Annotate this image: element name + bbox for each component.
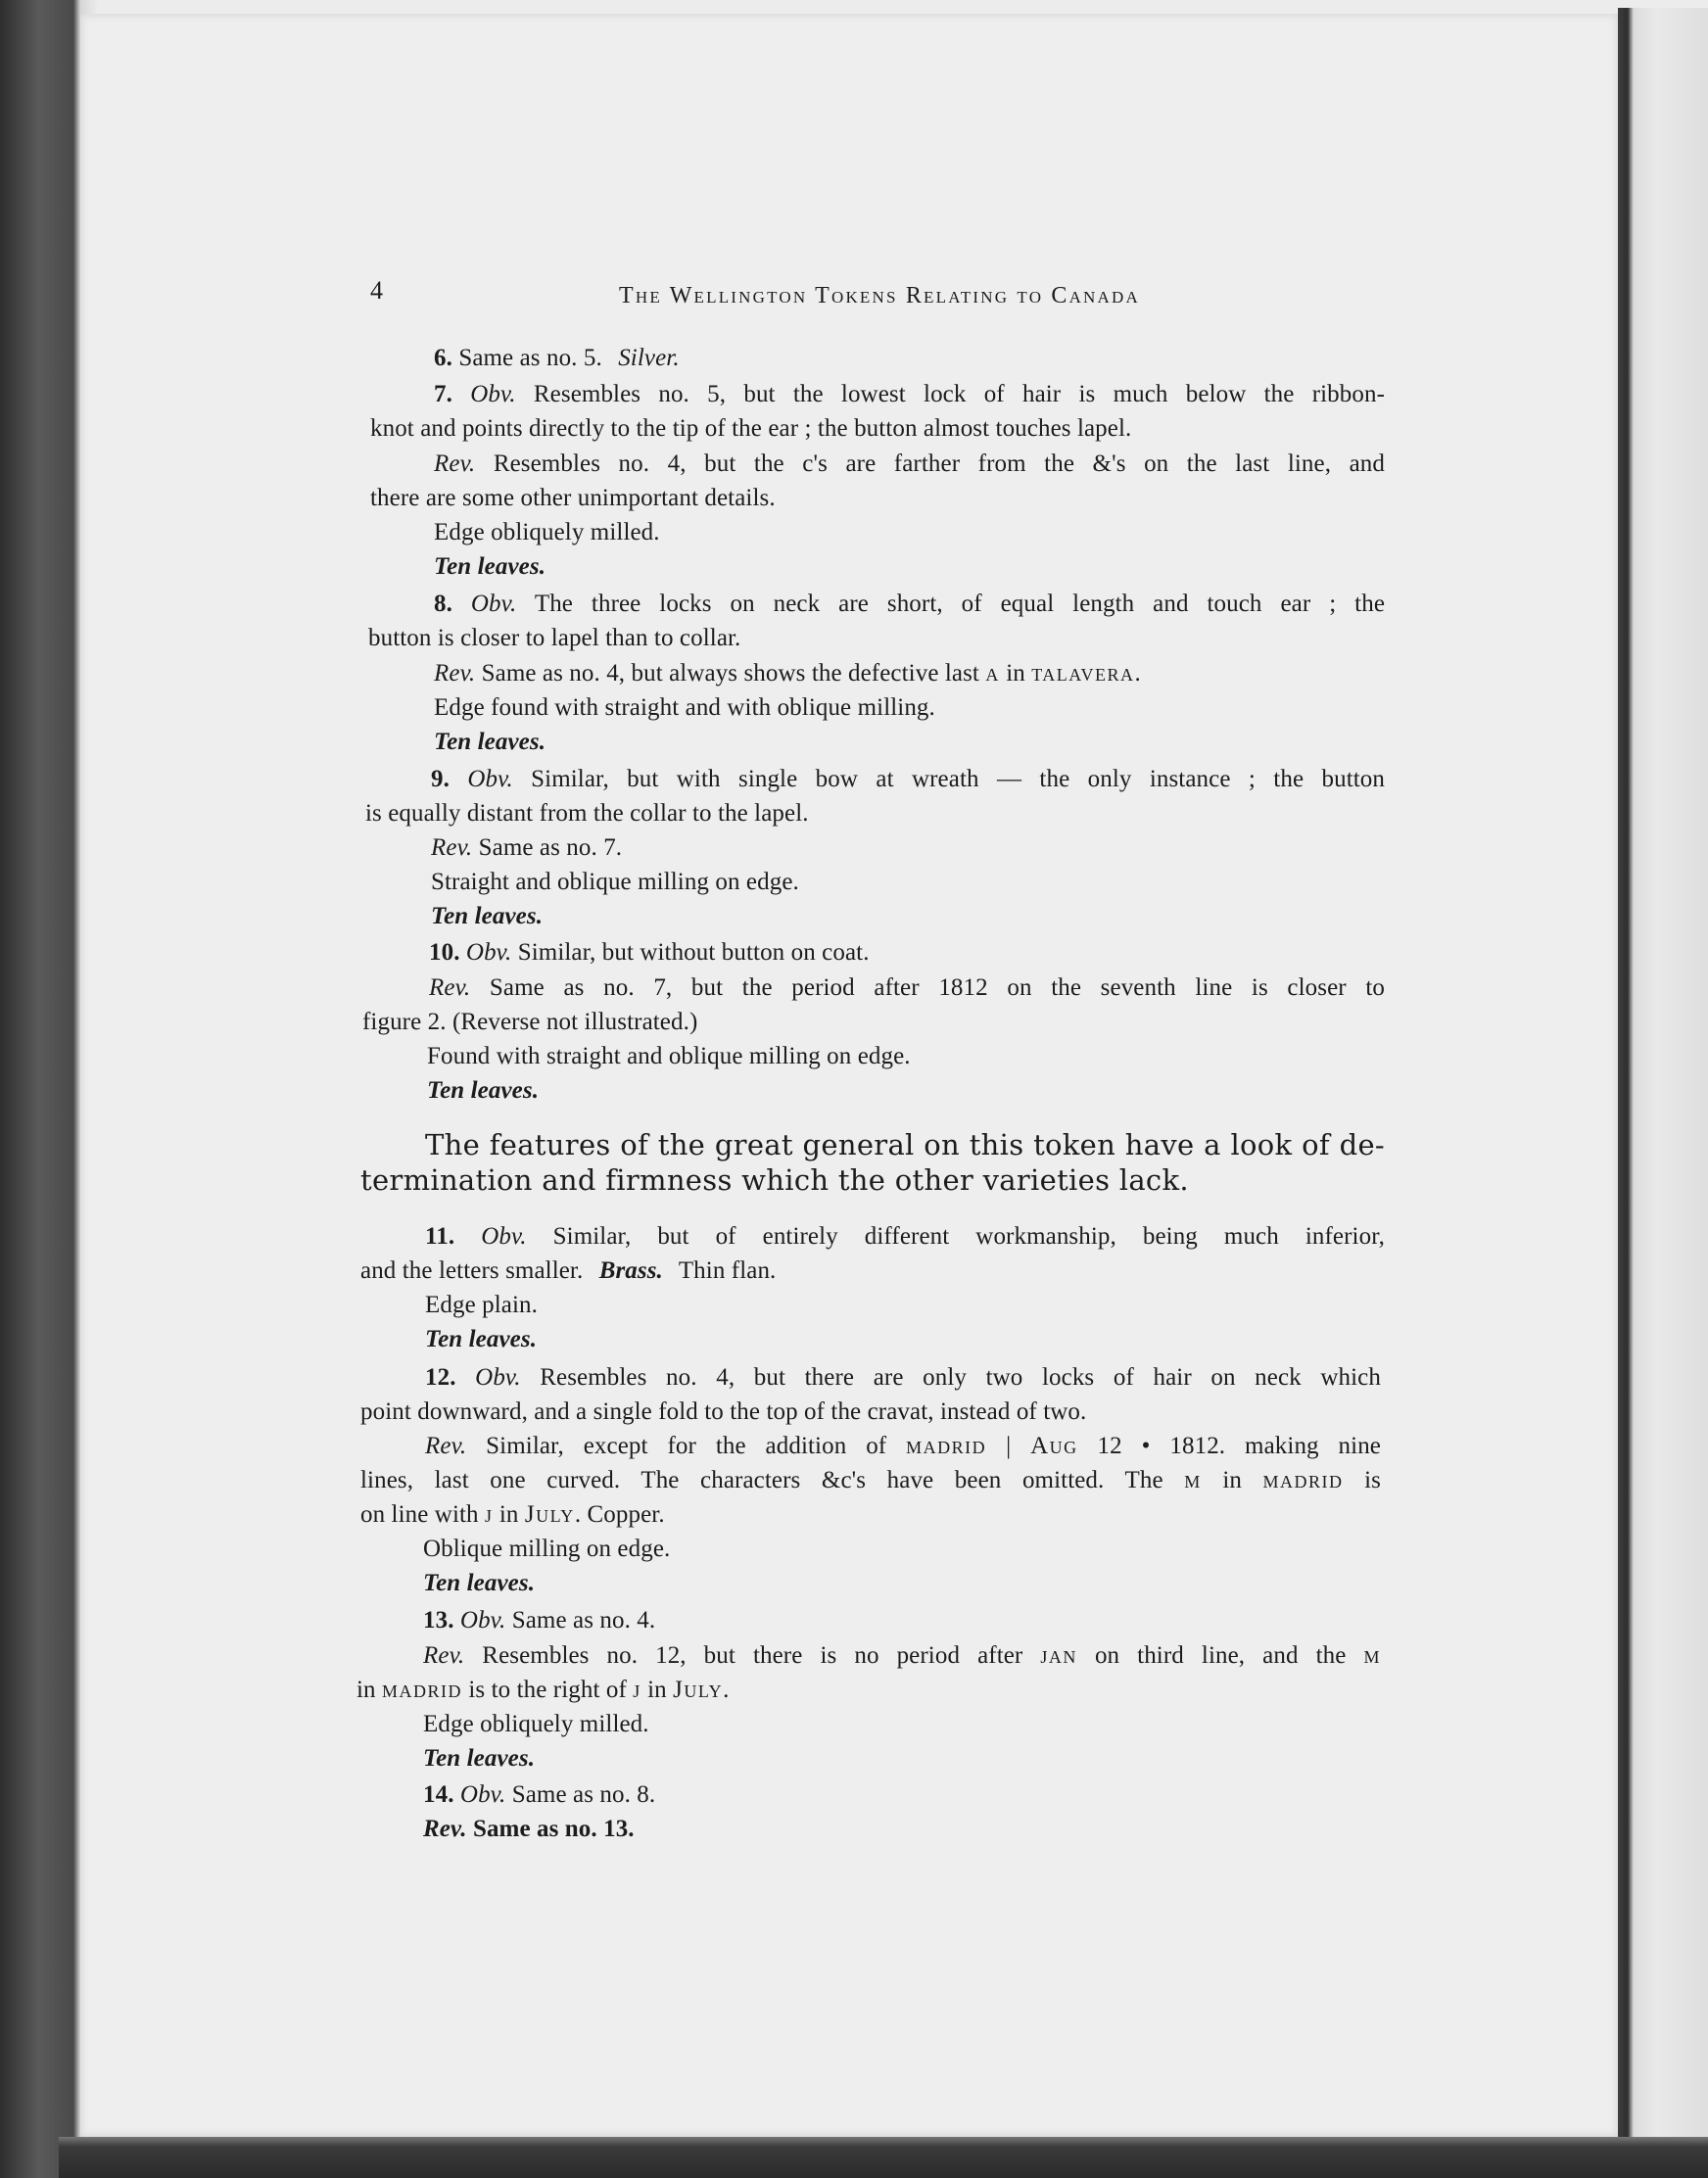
entry-text: 12 • 1812. making nine	[1097, 1433, 1381, 1459]
entry-11-line-4	[425, 1325, 537, 1354]
entry-number: 11.	[425, 1223, 455, 1250]
entry-text: there are some other unimportant details.	[370, 485, 776, 511]
obverse-label: Obv.	[467, 766, 513, 792]
entry-text: on third line, and the	[1094, 1642, 1347, 1669]
entry-leaves: Ten leaves.	[434, 729, 546, 755]
entry-12-line-6	[423, 1535, 670, 1564]
entry-9-line-2	[365, 799, 809, 829]
entry-13-line-1	[423, 1606, 655, 1635]
entry-text: Found with straight and oblique milling on edge.	[427, 1043, 911, 1069]
note-line-1: The features of the great general on this token have a look of de-	[425, 1128, 1385, 1161]
entry-text: and the letters smaller.	[360, 1257, 584, 1284]
entry-text: Same as no. 5.	[458, 345, 602, 371]
entry-text: in	[1006, 660, 1025, 687]
entry-text: |	[1006, 1433, 1012, 1459]
entry-word: July	[524, 1501, 575, 1528]
entry-leaves: Ten leaves.	[423, 1745, 536, 1772]
entry-7-line-4	[370, 484, 776, 513]
entry-word: jan	[1040, 1642, 1077, 1669]
entry-text: Edge plain.	[425, 1292, 538, 1318]
entry-text: figure 2. (Reverse not illustrated.)	[362, 1009, 698, 1035]
entry-text: Similar, but without button on coat.	[517, 939, 870, 966]
entry-text: is	[1364, 1467, 1381, 1493]
entry-10-line-4	[427, 1042, 911, 1071]
entry-10-line-5	[427, 1076, 539, 1106]
entry-letter: m	[1363, 1642, 1381, 1669]
reverse-label: Rev.	[431, 834, 473, 861]
entry-10-line-2	[429, 973, 1385, 1003]
entry-text: Same as no. 13.	[472, 1816, 635, 1842]
entry-word: madrid	[906, 1433, 987, 1459]
entry-text: .	[723, 1677, 730, 1703]
entry-7-line-6	[434, 552, 546, 582]
entry-10-line-3	[362, 1008, 697, 1037]
obverse-label: Obv.	[459, 1781, 506, 1808]
obverse-label: Obv.	[481, 1223, 527, 1250]
entry-leaves: Ten leaves.	[427, 1077, 540, 1104]
entry-number: 9.	[431, 766, 450, 792]
obverse-label: Obv.	[475, 1364, 521, 1391]
entry-7-line-5	[434, 518, 660, 547]
entry-text: .	[1134, 660, 1141, 687]
entry-8-line-2	[368, 624, 740, 653]
entry-leaves: Ten leaves.	[431, 903, 544, 929]
entry-text: Resembles no. 12, but there is no period after	[482, 1642, 1023, 1669]
entry-12-line-1	[425, 1363, 1381, 1393]
reverse-label: Rev.	[429, 974, 471, 1001]
entry-text: . Copper.	[574, 1501, 665, 1528]
entry-text: Edge obliquely milled.	[434, 519, 660, 545]
entry-text: point downward, and a single fold to the top of the cravat, instead of two.	[360, 1398, 1087, 1425]
entry-number: 6.	[434, 345, 452, 371]
reverse-label: Rev.	[423, 1816, 467, 1842]
entry-metal: Brass.	[598, 1257, 663, 1284]
entry-text: Similar, but with single bow at wreath — the only instance ; the button	[531, 766, 1385, 792]
entry-number: 10.	[429, 939, 460, 966]
entry-text: knot and points directly to the tip of the ear ; the button almost touches lapel.	[370, 415, 1132, 442]
entry-14-line-2	[423, 1815, 635, 1844]
entry-text: Similar, except for the addition of	[486, 1433, 887, 1459]
entry-letter: a	[985, 660, 1000, 687]
entry-text: Thin flan.	[678, 1257, 777, 1284]
obverse-label: Obv.	[459, 1607, 506, 1634]
entry-10-line-1	[429, 938, 870, 968]
entry-leaves: Ten leaves.	[434, 553, 546, 580]
entry-leaves: Ten leaves.	[425, 1326, 538, 1352]
running-title: The Wellington Tokens Relating to Canada	[619, 283, 1140, 308]
entry-text: in	[1222, 1467, 1242, 1493]
entry-12-line-3	[425, 1432, 1381, 1461]
obverse-label: Obv.	[470, 591, 517, 617]
entry-text: Straight and oblique milling on edge.	[431, 869, 799, 895]
entry-text: Resembles no. 4, but there are only two locks of hair on neck which	[540, 1364, 1381, 1391]
entry-number: 13.	[423, 1607, 454, 1634]
entry-11-line-3	[425, 1291, 538, 1320]
entry-12-line-5	[360, 1500, 665, 1530]
entry-14-line-1	[423, 1780, 655, 1810]
entry-text: Resembles no. 5, but the lowest lock of hair is much below the ribbon-	[533, 381, 1385, 407]
entry-text: button is closer to lapel than to collar.	[368, 625, 741, 651]
entry-6-line-1	[434, 344, 680, 373]
reverse-label: Rev.	[423, 1642, 465, 1669]
entry-8-line-5	[434, 728, 546, 757]
entry-7-line-3	[434, 450, 1385, 479]
entry-leaves: Ten leaves.	[423, 1570, 536, 1596]
reverse-label: Rev.	[434, 450, 476, 477]
entry-text: Same as no. 4, but always shows the defective last	[481, 660, 979, 687]
entry-text: Same as no. 7, but the period after 1812 on the seventh line is closer to	[489, 974, 1385, 1001]
entry-text: Edge obliquely milled.	[423, 1711, 649, 1737]
entry-text: Same as no. 4.	[511, 1607, 656, 1634]
entry-word: madrid	[382, 1677, 463, 1703]
entry-text: in	[356, 1677, 376, 1703]
entry-text: is to the right of	[468, 1677, 627, 1703]
reverse-label: Rev.	[425, 1433, 467, 1459]
entry-text: on line with	[360, 1501, 479, 1528]
entry-12-line-2	[360, 1397, 1086, 1427]
entry-text: lines, last one curved. The characters &c's have been omitted. The	[360, 1467, 1163, 1493]
entry-number: 14.	[423, 1781, 454, 1808]
entry-9-line-4	[431, 868, 799, 897]
note-line-2: termination and firmness which the other varieties lack.	[360, 1163, 1189, 1197]
entry-text: Oblique milling on edge.	[423, 1536, 671, 1562]
entry-13-line-4	[423, 1710, 649, 1739]
entry-13-line-2	[423, 1641, 1381, 1671]
entry-text: Same as no. 7.	[478, 834, 623, 861]
entry-8-line-4	[434, 693, 935, 723]
entry-13-line-3	[356, 1676, 729, 1705]
entry-9-line-5	[431, 902, 543, 931]
entry-word: Aug	[1030, 1433, 1078, 1459]
obverse-label: Obv.	[465, 939, 512, 966]
entry-text: is equally distant from the collar to the lapel.	[365, 800, 809, 827]
entry-number: 12.	[425, 1364, 456, 1391]
entry-text: Similar, but of entirely different workmanship, being much inferior,	[552, 1223, 1385, 1250]
entry-7-line-2	[370, 414, 1305, 444]
entry-9-line-1	[431, 765, 1385, 794]
entry-number: 8.	[434, 591, 452, 617]
entry-word: talavera	[1031, 660, 1135, 687]
entry-letter: m	[1184, 1467, 1202, 1493]
entry-text: Resembles no. 4, but the c's are farther from the &'s on the last line, and	[493, 450, 1386, 477]
entry-letter: j	[485, 1501, 494, 1528]
entry-7-line-1	[434, 380, 1385, 409]
entry-letter: j	[633, 1677, 641, 1703]
entry-12-line-7	[423, 1569, 535, 1598]
entry-11-line-2	[360, 1256, 776, 1286]
entry-word: madrid	[1262, 1467, 1344, 1493]
entry-text: Edge found with straight and with oblique milling.	[434, 694, 935, 721]
entry-8-line-1	[434, 590, 1385, 619]
entry-12-line-4	[360, 1466, 1381, 1495]
entry-8-line-3	[434, 659, 1141, 688]
entry-text: The three locks on neck are short, of equal length and touch ear ; the	[534, 591, 1386, 617]
entry-11-line-1	[425, 1222, 1385, 1252]
entry-word: July	[673, 1677, 724, 1703]
entry-metal: Silver.	[618, 345, 680, 371]
entry-text: in	[498, 1501, 519, 1528]
page-number: 4	[370, 276, 383, 305]
entry-13-line-5	[423, 1744, 535, 1774]
entry-number: 7.	[434, 381, 452, 407]
obverse-label: Obv.	[470, 381, 516, 407]
entry-9-line-3	[431, 833, 622, 863]
reverse-label: Rev.	[434, 660, 476, 687]
entry-text: in	[647, 1677, 667, 1703]
entry-text: Same as no. 8.	[511, 1781, 656, 1808]
